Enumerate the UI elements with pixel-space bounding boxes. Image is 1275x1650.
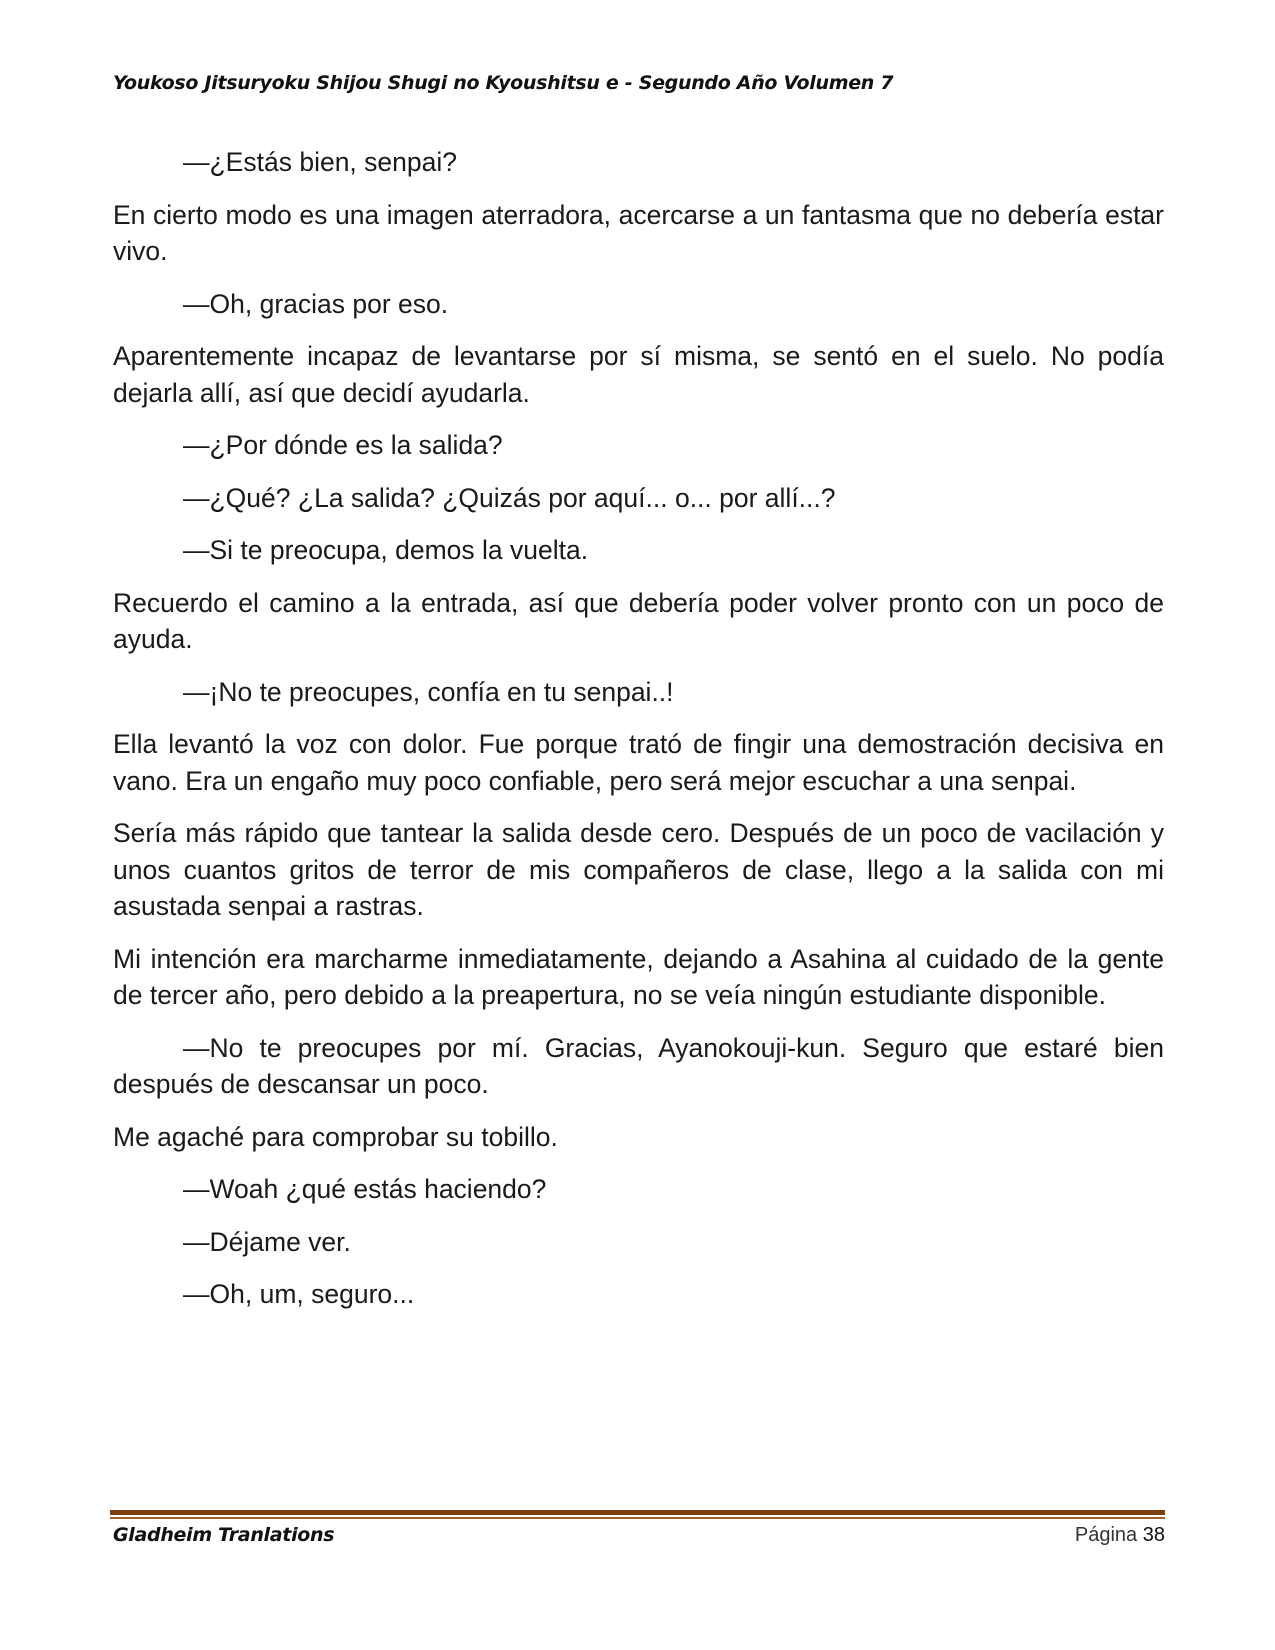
- page-label: Página: [1074, 1524, 1138, 1546]
- dialogue-line: —¡No te preocupes, confía en tu senpai..!: [183, 676, 674, 707]
- page-number: 38: [1142, 1524, 1165, 1546]
- dialogue-line: —¿Por dónde es la salida?: [183, 430, 503, 460]
- dialogue-line: —Woah ¿qué estás haciendo?: [183, 1174, 547, 1204]
- dialogue-line: —¿Estás bien, senpai?: [183, 147, 457, 177]
- narration-paragraph: Mi intención era marcharme inmediatamente, dejando a Asahina al cuidado de la gente de tercer año, pero debido a la preapertura, no se veía ningún estudiante disponible.: [113, 943, 1164, 1010]
- dialogue-line: —Oh, gracias por eso.: [183, 288, 449, 319]
- footer-publisher: Gladheim Tranlations: [113, 1524, 335, 1546]
- narration-paragraph: En cierto modo es una imagen aterradora, acercarse a un fantasma que no debería estar vivo.: [113, 199, 1164, 266]
- dialogue-line: —Oh, um, seguro...: [183, 1279, 415, 1309]
- page-body: [113, 144, 1164, 1329]
- narration-paragraph: Ella levantó la voz con dolor. Fue porque trató de fingir una demostración decisiva en vano. Era un engaño muy poco confiable, pero será mejor escuchar a una senpai.: [113, 729, 1164, 796]
- narration-paragraph: Recuerdo el camino a la entrada, así que debería poder volver pronto con un poco de ayuda.: [113, 587, 1164, 654]
- dialogue-line: —Déjame ver.: [183, 1226, 351, 1257]
- dialogue-line: —No te preocupes por mí. Gracias, Ayanokouji-kun. Seguro que estaré bien después de descansar un poco.: [113, 1032, 1164, 1099]
- footer-divider-thin: [110, 1517, 1165, 1519]
- dialogue-line: —Si te preocupa, demos la vuelta.: [183, 535, 589, 565]
- narration-paragraph: Me agaché para comprobar su tobillo.: [113, 1121, 558, 1152]
- running-header: Youkoso Jitsuryoku Shijou Shugi no Kyoushitsu e - Segundo Año Volumen 7: [113, 72, 894, 94]
- narration-paragraph: Aparentemente incapaz de levantarse por sí misma, se sentó en el suelo. No podía dejarla allí, así que decidí ayudarla.: [113, 341, 1164, 408]
- page-number-block: [1075, 1524, 1165, 1547]
- narration-paragraph: Sería más rápido que tantear la salida desde cero. Después de un poco de vacilación y unos cuantos gritos de terror de mis compañeros de clase, llego a la salida con mi asustada senpai a rastras.: [113, 818, 1164, 921]
- dialogue-line: —¿Qué? ¿La salida? ¿Quizás por aquí... o... por allí...?: [183, 482, 836, 513]
